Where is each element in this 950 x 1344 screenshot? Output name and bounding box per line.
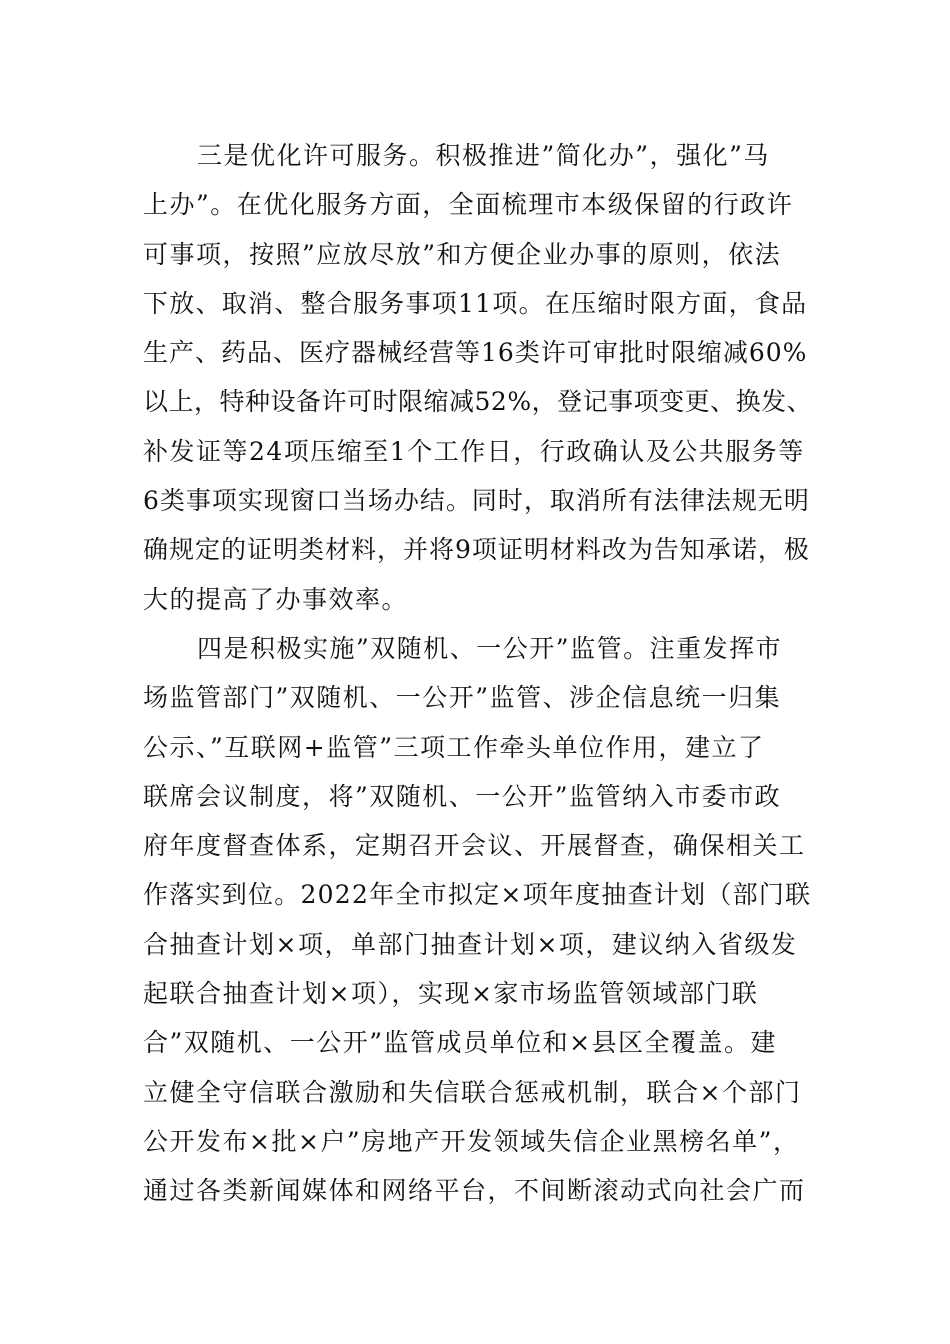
paragraph-2-line-12: 通过各类新闻媒体和网络平台，不间断滚动式向社会广而 — [143, 1176, 806, 1206]
paragraph-1-line-9: 确规定的证明类材料，并将9项证明材料改为告知承诺，极 — [143, 535, 810, 565]
paragraph-1-line-4: 下放、取消、整合服务事项11项。在压缩时限方面，食品 — [143, 288, 808, 318]
paragraph-2-line-2: 场监管部门”双随机、一公开”监管、涉企信息统一归集 — [143, 683, 782, 713]
paragraph-1-line-8: 6类事项实现窗口当场办结。同时，取消所有法律法规无明 — [143, 486, 810, 516]
paragraph-1-line-10: 大的提高了办事效率。 — [143, 584, 409, 614]
paragraph-1-line-1: 三是优化许可服务。积极推进”简化办”，强化”马 — [197, 141, 770, 170]
paragraph-2-line-10: 立健全守信联合激励和失信联合惩戒机制，联合×个部门 — [143, 1077, 802, 1107]
paragraph-2-line-4: 联席会议制度，将”双随机、一公开”监管纳入市委市政 — [143, 781, 782, 811]
paragraph-2-line-5: 府年度督查体系，定期召开会议、开展督查，确保相关工 — [143, 831, 806, 861]
paragraph-2-line-1: 四是积极实施”双随机、一公开”监管。注重发挥市 — [197, 633, 783, 663]
paragraph-2-line-11: 公开发布×批×户”房地产开发领域失信企业黑榜名单”， — [143, 1126, 800, 1156]
paragraph-1-line-6: 以上，特种设备许可时限缩减52%，登记事项变更、换发、 — [143, 387, 813, 417]
paragraph-1-line-5: 生产、药品、医疗器械经营等16类许可审批时限缩减60% — [143, 338, 808, 368]
paragraph-2-line-7: 合抽查计划×项，单部门抽查计划×项，建议纳入省级发 — [143, 929, 798, 959]
paragraph-1-line-2: 上办”。在优化服务方面，全面梳理市本级保留的行政许 — [143, 190, 794, 220]
paragraph-2-line-8: 起联合抽查计划×项），实现×家市场监管领域部门联 — [143, 979, 759, 1009]
paragraph-2-line-6: 作落实到位。2022年全市拟定×项年度抽查计划（部门联 — [143, 880, 812, 910]
paragraph-2-line-3: 公示、”互联网+监管”三项工作牵头单位作用，建立了 — [143, 732, 765, 762]
paragraph-1-line-3: 可事项，按照”应放尽放”和方便企业办事的原则，依法 — [143, 239, 782, 269]
paragraph-1-line-7: 补发证等24项压缩至1个工作日，行政确认及公共服务等 — [143, 436, 805, 466]
body-text — [143, 131, 813, 1216]
paragraph-2-line-9: 合”双随机、一公开”监管成员单位和×县区全覆盖。建 — [143, 1028, 778, 1058]
